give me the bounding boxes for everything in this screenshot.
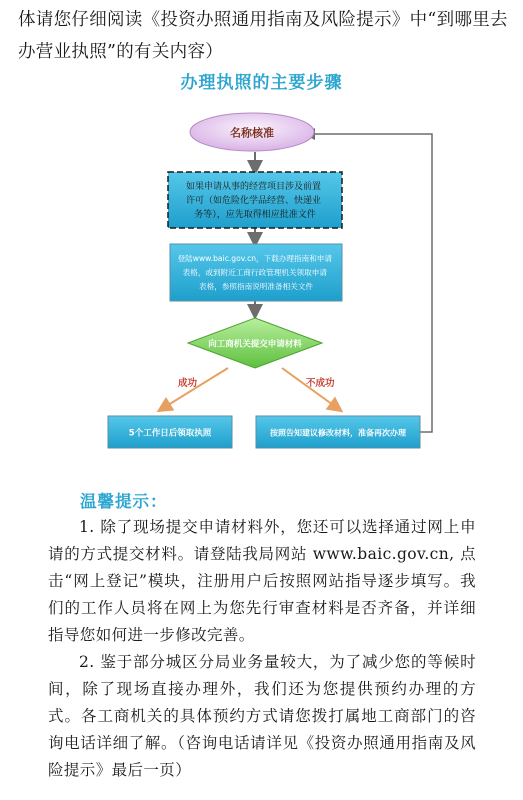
flowchart-title: 办理执照的主要步骤 [180, 73, 343, 93]
failure-label: 不成功 [306, 378, 335, 389]
step4-text: 向工商机关提交申请材料 [208, 339, 302, 350]
arrow-failure [282, 368, 340, 410]
tips-title: 温馨提示： [80, 492, 168, 511]
failure-result-text: 按照告知建议修改材料，准备再次办理 [270, 428, 406, 438]
tips-body [48, 514, 476, 784]
intro-paragraph: 体请您仔细阅读《投资办照通用指南及风险提示》中“到哪里去办营业执照”的有关内容） [18, 10, 508, 62]
success-label: 成功 [178, 378, 198, 389]
step2-text: 如果申请从事的经营项目涉及前置 许可（如危险化学品经营、快递业 务等），应先取得相应批准文件 [186, 182, 322, 220]
step3-text: 登陆www.baic.gov.cn，下载办理指南和申请 表格，或到附近工商行政管理机关领取申请 表格，参照指南说明准备相关文件 [177, 254, 332, 291]
arrow-success [160, 368, 228, 410]
tip-paragraph-2: 2. 鉴于部分城区分局业务量较大，为了减少您的等候时间，除了现场直接办理外，我们还为您提供预约办理的方式。各工商机关的具体预约方式请您拨打属地工商部门的咨询电话详细了解。（咨询电话请详见《投资办照通用指南及风险提示》最后一页） [48, 653, 476, 779]
tip-paragraph-1: 1. 除了现场提交申请材料外，您还可以选择通过网上申请的方式提交材料。请登陆我局网站 www.baic.gov.cn, 点击“网上登记”模块，注册用户后按照网站指导逐步填写。我们的工作人员将在网上为您先行审查材料是否齐备，并详细指导您如何进一步修改完善。 [48, 518, 476, 644]
success-result-text: 5个工作日后领取执照 [128, 428, 212, 439]
step1-text: 名称核准 [230, 126, 274, 140]
